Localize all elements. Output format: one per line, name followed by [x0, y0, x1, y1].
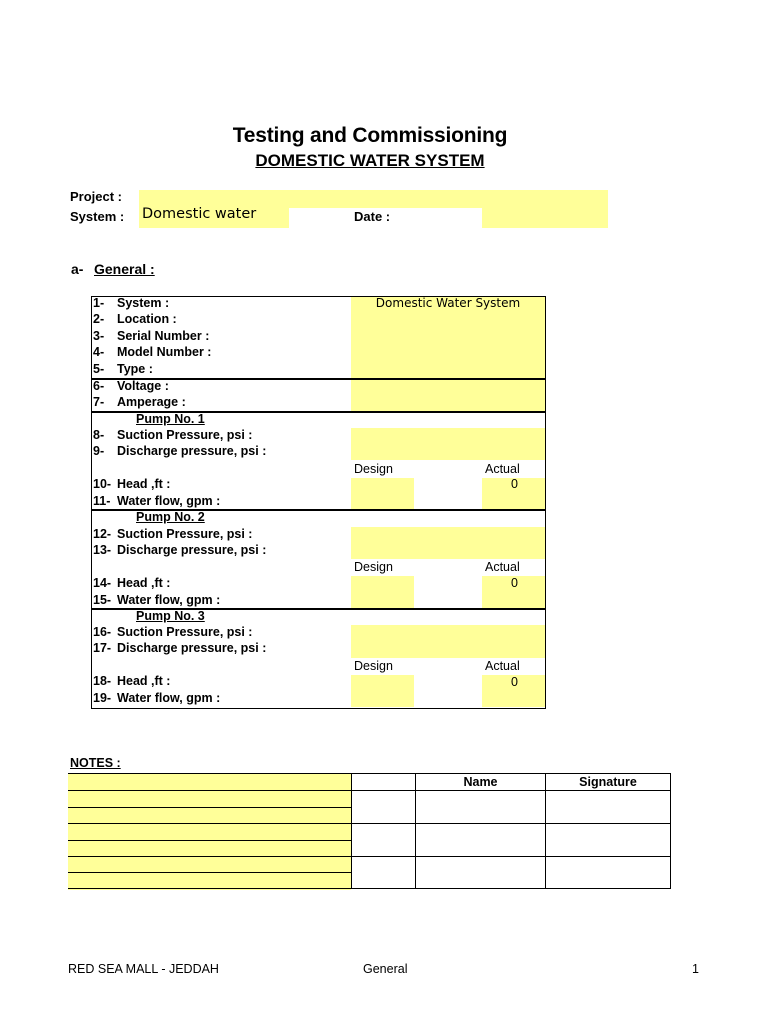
pump1-design-label: Design	[354, 462, 393, 476]
general-row: 2- Location :	[93, 312, 177, 326]
date-field[interactable]	[482, 207, 608, 228]
pump2-design-label: Design	[354, 560, 393, 574]
pump2-design-values[interactable]	[351, 576, 414, 608]
pump2-pressure-values[interactable]	[351, 527, 545, 559]
pump3-head-row: 18- Head ,ft :	[93, 674, 171, 688]
general-row: 5- Type :	[93, 362, 153, 376]
pump1-head-row: 10- Head ,ft :	[93, 477, 171, 491]
general-row: 6- Voltage :	[93, 379, 169, 393]
pump2-flow-row: 15- Water flow, gpm :	[93, 593, 221, 607]
system-value: Domestic water	[142, 206, 257, 222]
section-prefix: a-	[71, 261, 84, 277]
page-subtitle: DOMESTIC WATER SYSTEM	[255, 151, 485, 170]
notes-line	[68, 824, 351, 841]
notes-line	[68, 840, 351, 857]
general-row: 1- System :	[93, 296, 170, 310]
notes-line	[68, 856, 351, 873]
pump3-discharge-row: 17- Discharge pressure, psi :	[93, 641, 267, 655]
electrical-values[interactable]	[351, 380, 545, 411]
date-label: Date :	[354, 209, 391, 224]
signature-table	[351, 773, 671, 889]
signature-name-cell[interactable]	[416, 857, 546, 889]
notes-label: NOTES :	[70, 756, 121, 770]
pump1-discharge-row: 9- Discharge pressure, psi :	[93, 444, 267, 458]
pump3-title: Pump No. 3	[136, 609, 205, 623]
signature-col-name: Name	[416, 774, 546, 791]
pump1-suction-row: 8- Suction Pressure, psi :	[93, 428, 253, 442]
pump1-title: Pump No. 1	[136, 412, 205, 426]
pump3-design-label: Design	[354, 659, 393, 673]
signature-sign-cell[interactable]	[546, 857, 671, 889]
general-row: 7- Amperage :	[93, 395, 186, 409]
signature-name-cell[interactable]	[416, 791, 546, 824]
signature-col-signature: Signature	[546, 774, 671, 791]
page-title: Testing and Commissioning	[232, 124, 508, 147]
system-label: System :	[70, 209, 125, 224]
pump2-title: Pump No. 2	[136, 510, 205, 524]
pump3-actual-value: 0	[511, 675, 518, 689]
system-type-value: Domestic Water System	[375, 296, 521, 310]
footer-left: RED SEA MALL - JEDDAH	[68, 962, 219, 976]
pump2-discharge-row: 13- Discharge pressure, psi :	[93, 543, 267, 557]
notes-line	[68, 872, 351, 889]
signature-role-cell[interactable]	[352, 791, 416, 824]
general-row: 4- Model Number :	[93, 345, 212, 359]
pump3-flow-row: 19- Water flow, gpm :	[93, 691, 221, 705]
pump3-design-values[interactable]	[351, 675, 414, 707]
pump2-head-row: 14- Head ,ft :	[93, 576, 171, 590]
pump2-actual-label: Actual	[485, 560, 520, 574]
pump1-actual-value: 0	[511, 477, 518, 491]
section-title: General :	[94, 261, 155, 277]
signature-sign-cell[interactable]	[546, 791, 671, 824]
pump3-actual-label: Actual	[485, 659, 520, 673]
footer-page-number: 1	[692, 962, 699, 976]
signature-col-blank	[352, 774, 416, 791]
pump3-pressure-values[interactable]	[351, 625, 545, 658]
pump2-actual-value: 0	[511, 576, 518, 590]
signature-role-cell[interactable]	[352, 824, 416, 857]
signature-name-cell[interactable]	[416, 824, 546, 857]
project-label: Project :	[70, 189, 123, 204]
pump1-design-values[interactable]	[351, 478, 414, 509]
general-row: 3- Serial Number :	[93, 329, 210, 343]
notes-line	[68, 791, 351, 808]
signature-sign-cell[interactable]	[546, 824, 671, 857]
pump3-suction-row: 16- Suction Pressure, psi :	[93, 625, 253, 639]
pump1-actual-label: Actual	[485, 462, 520, 476]
pump2-suction-row: 12- Suction Pressure, psi :	[93, 527, 253, 541]
signature-role-cell[interactable]	[352, 857, 416, 889]
notes-line	[68, 807, 351, 824]
notes-line	[68, 774, 351, 791]
pump1-flow-row: 11- Water flow, gpm :	[93, 494, 221, 508]
footer-center: General	[363, 962, 408, 976]
pump1-pressure-values[interactable]	[351, 428, 545, 460]
